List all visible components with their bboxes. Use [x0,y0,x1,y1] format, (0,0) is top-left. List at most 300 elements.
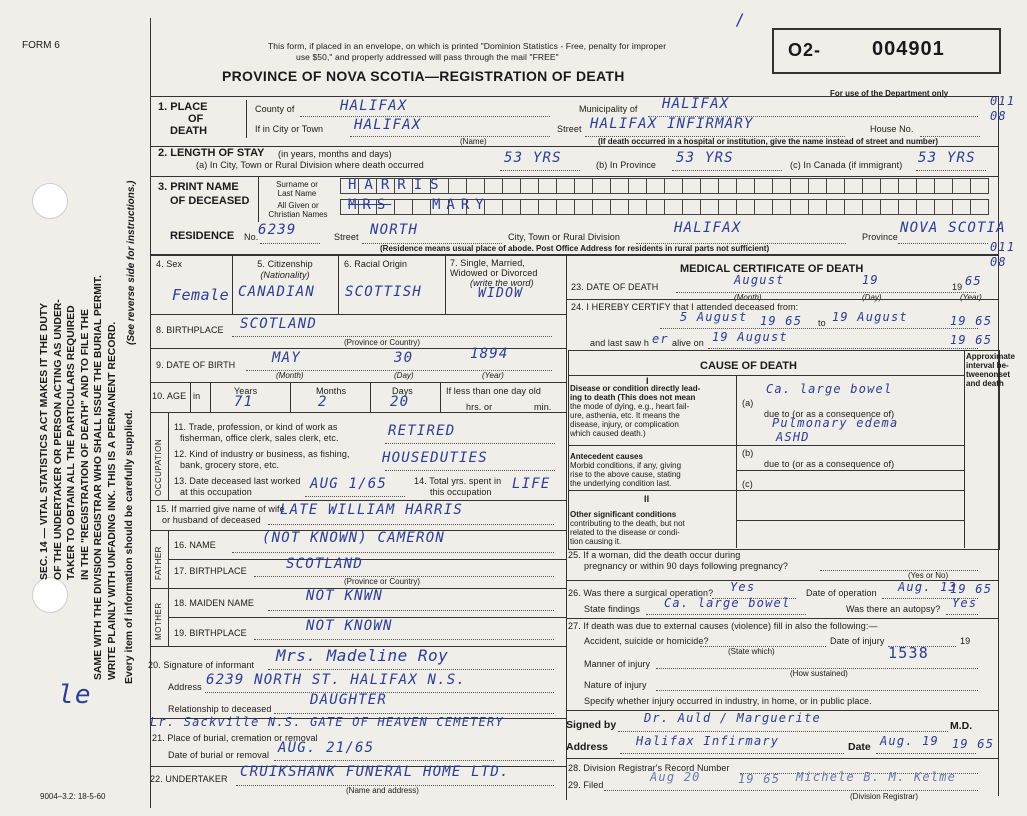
years-label: Years [234,386,258,396]
cause-col-a [736,375,737,548]
mail-notice-line2: use $50," and properly addressed will pass through the mail "FREE" [296,52,559,62]
dob-day[interactable]: 30 [394,350,414,366]
residence-province-value[interactable]: NOVA SCOTIA [900,220,1006,236]
name-grid-cell [754,178,773,194]
q24-last-label: and last saw h [590,338,649,348]
mother-side-label: MOTHER [154,602,163,640]
name-grid-cell [664,199,683,215]
antecedent-label: Antecedent causes Morbid conditions, if any, giving rise to the above cause, stating the underlying condition last. [570,452,682,488]
dob-year-caption: (Year) [482,371,504,380]
divider-row-7 [150,314,566,315]
cause-b-label: (b) [742,448,754,458]
mother-bp-line [254,639,554,640]
findings-line [646,614,806,615]
part-two-label: II [644,494,650,504]
name-grid-cell [916,199,935,215]
stay-a-label: (a) In City, Town or Rural Division where death occurred [196,160,424,170]
days-value[interactable]: 20 [390,394,410,410]
surname-label: Surname or Last Name [276,180,318,198]
q23-year-caption: (Year) [960,293,982,302]
age-col-d [370,382,371,412]
q14-label-2: this occupation [430,487,492,497]
residence-note: (Residence means usual place of abode. Post Office Address for residents in rural parts not sufficient) [380,244,770,253]
name-grid-cell [970,199,989,215]
manner-value[interactable]: 1538 [888,644,929,662]
age-col-c [290,382,291,412]
county-line [300,116,550,117]
name-grid-cell [880,199,899,215]
burial-date-line [274,760,554,761]
days-label: Days [392,386,413,396]
stay-c-value[interactable]: 53 YRS [918,150,976,166]
signed-label: Signed by [566,719,617,731]
q24-to-label: to [818,318,826,328]
informant-address-label: Address [168,682,202,692]
sex-value[interactable]: Female [172,286,230,304]
name-grid-cell [682,178,701,194]
q28-label: 28. Division Registrar's Record Number [568,763,730,773]
name-grid-cell [718,199,737,215]
name-grid-cell [610,178,629,194]
manner-label: Manner of injury [584,659,651,669]
name-grid-cell [646,178,665,194]
cause-a-label: (a) [742,398,754,408]
spouse-line [268,524,554,525]
name-grid-cell [520,199,539,215]
name-grid-cell [700,178,719,194]
name-grid-cell [664,178,683,194]
interval-label: Approximate interval be- tweenonset and death [966,352,1015,388]
q25-label-1: 25. If a woman, did the death occur during [568,550,741,560]
q12-value[interactable]: HOUSEDUTIES [382,450,488,466]
citizenship-value[interactable]: CANADIAN [238,284,316,300]
street-value[interactable]: HALIFAX INFIRMARY [590,116,754,132]
q23-line [676,292,976,293]
undertaker-caption: (Name and address) [346,786,419,795]
cause-line-a [568,445,964,446]
city-label: If in City or Town [255,124,324,134]
stay-c-line [916,170,986,171]
name-grid-cell [412,199,431,215]
name-grid-cell [682,199,701,215]
q12-label-1: 12. Kind of industry or business, as fishing, [174,449,350,459]
margin-mark: le [58,680,92,710]
name-grid-cell [628,199,647,215]
name-grid-cell [772,199,791,215]
stay-b-label: (b) In Province [596,160,657,170]
other-conditions-label: Other significant conditions contributing to the death, but not related to the disease or condi- tion causing it. [570,510,685,546]
marital-status-value[interactable]: WIDOW [478,286,524,301]
divider-16 [168,559,566,560]
q26-label: 26. Was there a surgical operation? [568,588,714,598]
spouse-label-1: 15. If married give name of wife [156,504,285,514]
cause-line-other [736,520,964,521]
sidebar-line: SAME WITH THE DIVISION REGISTRAR WHO SHALL ISSUE THE BURIAL PERMIT. [93,275,104,680]
nature-line [656,690,978,691]
q24-last-date[interactable]: 19 August [712,330,788,344]
medical-title: MEDICAL CERTIFICATE OF DEATH [680,263,864,275]
sidebar-careful-note: Every item of information should be carefully supplied. [123,409,135,684]
informant-sig-label: 20. Signature of informant [148,660,255,670]
age-col-e [440,382,441,412]
father-birthplace-value[interactable]: SCOTLAND [286,556,364,572]
name-grid-cell [970,178,989,194]
divider-1 [150,146,998,147]
q24-alive-label: alive on [672,338,704,348]
name-grid-cell [592,178,611,194]
months-label: Months [316,386,347,396]
min-label: min. [534,402,552,412]
q29-line [604,790,978,791]
q11-label-2: fisherman, office clerk, sales clerk, etc. [180,433,339,443]
cause-b-due-label: due to (or as a consequence of) [764,459,895,469]
cert-date-value[interactable]: Aug. 19 [880,734,939,748]
dept-use-caption: For use of the Department only [830,89,949,98]
q12-label-2: bank, grocery store, etc. [180,460,280,470]
relationship-value[interactable]: DAUGHTER [310,692,388,708]
burial-date-label: Date of burial or removal [168,750,270,760]
q24-last-year[interactable]: 19 65 [950,333,993,347]
frame-left [150,18,151,808]
q26-date-label: Date of operation [806,588,877,598]
name-grid-cell [448,178,467,194]
residence-no-label: No. [244,232,259,242]
age-col-a [190,382,191,412]
house-no-label: House No. [870,124,914,134]
q13-label-2: at this occupation [180,487,252,497]
informant-address-value[interactable]: 6239 NORTH ST. HALIFAX N.S. [206,672,466,688]
father-side-label: FATHER [154,546,163,580]
name-grid-cell [862,178,881,194]
stay-a-line [500,170,580,171]
cert-date-label: Date [848,741,871,753]
name-grid-cell [934,178,953,194]
residence-province-line [898,243,988,244]
q26-year[interactable]: 19 65 [950,582,993,596]
q23-day-caption: (Day) [862,293,882,302]
q25-label-2: pregnancy or within 90 days following pregnancy? [584,561,788,571]
given-names-label: All Given or Christian Names [268,201,328,219]
q23-year-prefix: 19 [952,282,963,292]
nature-label: Nature of injury [584,680,647,690]
undertaker-label: 22. UNDERTAKER [150,774,228,784]
q25-caption: (Yes or No) [908,571,949,580]
q11-value[interactable]: RETIRED [388,423,456,439]
name-grid-cell [556,178,575,194]
form-code: 9004–3.2: 18-5-60 [40,792,106,801]
q27-injury-date-label: Date of injury [830,636,885,646]
residence-no-line [260,243,320,244]
name-grid-cell [790,199,809,215]
q14-label-1: 14. Total yrs. spent in [414,476,502,486]
racial-origin-label: 6. Racial Origin [344,259,408,269]
findings-label: State findings [584,604,640,614]
q13-value[interactable]: AUG 1/65 [310,476,388,492]
age-label: 10. AGE [152,391,187,401]
autopsy-line [946,614,978,615]
name-grid-cell [520,178,539,194]
cert-address-value[interactable]: Halifax Infirmary [636,734,780,748]
print-name-label-1: 3. PRINT NAME [158,181,239,193]
father-bp-caption: (Province or Country) [344,577,421,586]
cert-address-line [620,753,844,754]
sidebar-reverse-note: (See reverse side for instructions.) [126,180,137,345]
name-grid-cell [808,178,827,194]
name-grid-cell [466,178,485,194]
name-grid-cell [736,178,755,194]
name-grid-cell [502,178,521,194]
residence-label: RESIDENCE [170,230,235,242]
cause-a-due-1[interactable]: Pulmonary edema [772,416,899,430]
stay-b-value[interactable]: 53 YRS [676,150,734,166]
brace-1 [246,100,247,138]
name-grid-cell [916,178,935,194]
name-grid-cell [574,199,593,215]
birthplace-line [232,336,552,337]
registration-prefix: O2- [788,40,822,60]
sidebar-line: IN THE "REGISTRATION OF DEATH" AND TO FILE THE [79,309,91,580]
name-grid-cell [772,178,791,194]
birthplace-value[interactable]: SCOTLAND [240,316,318,332]
q24-from[interactable]: 5 August [680,310,748,324]
birthplace-label: 8. BIRTHPLACE [156,325,224,335]
divider-23 [566,299,998,300]
burial-place-value[interactable]: Lr. Sackville N.S. GATE OF HEAVEN CEMETERY [150,715,504,729]
name-grid-cell [844,199,863,215]
given-names-value[interactable]: MARY [432,197,490,213]
name-grid-cell [826,178,845,194]
registrar-caption: (Division Registrar) [850,792,919,801]
q12-line [385,470,555,471]
q23-year[interactable]: 65 [965,274,982,288]
relationship-line [274,713,554,714]
name-grid-cell [484,178,503,194]
mother-birthplace-value[interactable]: NOT KNOWN [306,618,393,634]
residence-street-value[interactable]: NORTH [370,222,419,238]
name-grid-cell [394,199,413,215]
racial-origin-value[interactable]: SCOTTISH [345,284,423,300]
sidebar-instructions [38,299,92,580]
name-grid-cell [646,199,665,215]
name-grid-cell [898,178,917,194]
city-line [350,136,550,137]
punch-hole-bottom [32,577,68,613]
residence-street-label: Street [334,232,359,242]
sidebar-line: OF THE UNDERTAKER OR PERSON ACTING AS UNDER- [52,299,64,580]
burial-date-value[interactable]: AUG. 21/65 [278,740,375,756]
street-label: Street [557,124,582,134]
occupation-side-line [168,412,169,500]
county-value[interactable]: HALIFAX [340,98,408,114]
findings-value[interactable]: Ca. large bowel [664,596,791,610]
how-sustained-caption: (How sustained) [790,669,848,678]
cause-a-due-2[interactable]: ASHD [776,430,810,444]
part-one-label: I [646,376,649,386]
sidebar-line: TAKER TO OBTAIN ALL THE PARTICULARS REQUIRED [66,305,77,580]
stay-c-label: (c) In Canada (if immigrant) [790,160,903,170]
place-of-death-label-1: 1. PLACE [158,101,208,113]
dob-month[interactable]: MAY [272,350,301,366]
q27-label: 27. If death was due to external causes (violence) fill in also the following:— [568,621,878,631]
q24-from-year[interactable]: 19 65 [760,314,803,328]
mother-birthplace-label: 19. BIRTHPLACE [174,628,247,638]
surname-value[interactable]: HARRIS [348,177,447,193]
q29-label: 29. Filed [568,780,604,790]
cause-title: CAUSE OF DEATH [700,360,797,372]
q24-to-year[interactable]: 19 65 [950,314,993,328]
cert-address-label: Address [566,741,609,753]
divider-occ [150,500,566,501]
col-6-7 [445,254,446,314]
registration-number: 004901 [872,38,945,60]
burial-place-label: 21. Place of burial, cremation or removal [152,733,318,743]
q29-value[interactable]: Aug 20 [650,770,701,784]
name-grid-cell [538,178,557,194]
spouse-label-2: or husband of deceased [162,515,261,525]
q24-to[interactable]: 19 August [832,310,908,324]
age-in-label: in [193,391,201,401]
place-of-death-label-2: OF [188,113,204,125]
length-of-stay-suffix: (in years, months and days) [278,149,392,159]
sex-label: 4. Sex [156,259,183,269]
name-grid-cell [700,199,719,215]
q11-line [385,443,555,444]
q23-month-caption: (Month) [734,293,762,302]
q24-last-her[interactable]: er [652,332,669,346]
name-grid-cell [754,199,773,215]
autopsy-value[interactable]: Yes [952,596,978,610]
q26-value[interactable]: Yes [730,580,756,594]
q13-line [305,496,405,497]
name-grid-cell [808,199,827,215]
signed-line [618,731,948,732]
name-grid-cell [610,199,629,215]
name-grid-cell [556,199,575,215]
mail-notice-line1: This form, if placed in an envelope, on which is printed "Dominion Statistics - Free, penalty for improper [268,41,667,51]
length-of-stay-label: 2. LENGTH OF STAY [158,147,265,159]
name-caption: (Name) [460,137,487,146]
name-grid-cell [718,178,737,194]
relationship-label: Relationship to deceased [168,704,272,714]
sidebar-line: SEC. 14 — VITAL STATISTICS ACT MAKES IT THE DUTY [39,302,50,580]
name-grid-cell [826,199,845,215]
name-grid-cell [934,199,953,215]
months-value[interactable]: 2 [318,394,328,410]
mother-maiden-label: 18. MAIDEN NAME [174,598,255,608]
municipality-value[interactable]: HALIFAX [662,96,730,112]
residence-city-value[interactable]: HALIFAX [674,220,742,236]
disease-label: Disease or condition directly lead- ing to death (This does not mean the mode of dying, e.g., heart fail- ure, asthenia, etc. It means the disease, injury, or complication which caused death.) [570,384,701,438]
q24-from-line [660,328,978,329]
q23-label: 23. DATE OF DEATH [571,282,659,292]
divider-26 [566,618,998,619]
cause-header-line [568,375,964,376]
residence-city-label: City, Town or Rural Division [508,232,620,242]
dob-day-caption: (Day) [394,371,414,380]
place-of-death-label-3: DEATH [170,125,208,137]
signed-value[interactable]: Dr. Auld / Marguerite [644,711,821,725]
dob-month-caption: (Month) [276,371,304,380]
mother-maiden-value[interactable]: NOT KNWN [306,588,384,604]
frame-top-sec1 [150,96,998,97]
q24-last-line [708,348,978,349]
print-name-label-2: OF DECEASED [170,195,250,207]
form-title: PROVINCE OF NOVA SCOTIA—REGISTRATION OF DEATH [222,68,625,84]
cause-a-due-label: due to (or as a consequence of) [764,409,895,419]
dob-year[interactable]: 1894 [470,346,509,362]
marital-status-label: 7. Single, Married, Widowed or Divorced (write the word) [450,258,538,288]
tick-mark: / [735,10,746,29]
cause-c-label: (c) [742,479,753,489]
undertaker-value[interactable]: CRUIKSHANK FUNERAL HOME LTD. [240,764,510,780]
sidebar-instructions-long [92,275,119,680]
age-col-b [210,382,211,412]
sidebar-line: WRITE PLAINLY WITH UNFADING INK. THIS IS A PERMANENT RECORD. [106,321,118,680]
city-value[interactable]: HALIFAX [354,117,422,133]
name-grid-cell [574,178,593,194]
hospital-note: (If death occurred in a hospital or institution, give the name instead of street and number) [598,137,939,146]
father-name-value[interactable]: (NOT KNOWN) CAMERON [262,530,445,546]
cause-col-interval [964,350,965,548]
years-value[interactable]: 71 [234,394,254,410]
name-grid-cell [844,178,863,194]
residence-province-label: Province [862,232,898,242]
cert-date-year[interactable]: 19 65 [952,737,995,751]
birthplace-caption: (Province or Country) [344,338,421,347]
name-grid-cell [952,199,971,215]
dob-label: 9. DATE OF BIRTH [156,360,236,370]
q23-month[interactable]: August [734,273,785,287]
municipality-label: Municipality of [579,104,638,114]
cert-date-line [876,753,976,754]
name-grid-cell [592,199,611,215]
divider-3 [150,254,998,256]
divider-signed [566,758,998,759]
col-5-6 [338,254,339,314]
q25-line [820,570,978,571]
spouse-value[interactable]: LATE WILLIAM HARRIS [280,502,463,518]
informant-sig-value[interactable]: Mrs. Madeline Roy [276,646,449,665]
cause-a-value[interactable]: Ca. large bowel [766,382,893,396]
md-label: M.D. [950,720,973,732]
divider-2 [150,176,998,177]
q23-day[interactable]: 19 [862,273,879,287]
divider-row-10 [150,412,566,413]
q14-value[interactable]: LIFE [512,476,551,492]
father-birthplace-label: 17. BIRTHPLACE [174,566,247,576]
name-grid-cell [628,178,647,194]
citizenship-label: 5. Citizenship (Nationality) [257,259,313,280]
q24-label: 24. I HEREBY CERTIFY that I attended deceased from: [571,302,799,312]
q26-date-value[interactable]: Aug. 13 [898,580,957,594]
residence-no-value[interactable]: 6239 [258,222,297,238]
occupation-side-label: OCCUPATION [154,438,163,496]
dept-code-2: 011 08 [990,240,1016,269]
q29-year[interactable]: 19 65 [738,772,781,786]
father-name-label: 16. NAME [174,540,216,550]
registrar-signature[interactable]: Michele B. M. Kelme [796,770,957,784]
county-label: County of [255,104,295,114]
punch-hole-top [32,183,68,219]
divider-row-9 [150,382,566,383]
specify-label: Specify whether injury occurred in industry, in home, or in public place. [584,696,872,706]
name-grid-cell [862,199,881,215]
name-grid-cell [736,199,755,215]
dept-code-1: 011 08 [990,94,1016,123]
cause-line-c [568,490,964,491]
stay-a-value[interactable]: 53 YRS [504,150,562,166]
mother-maiden-line [268,610,554,611]
